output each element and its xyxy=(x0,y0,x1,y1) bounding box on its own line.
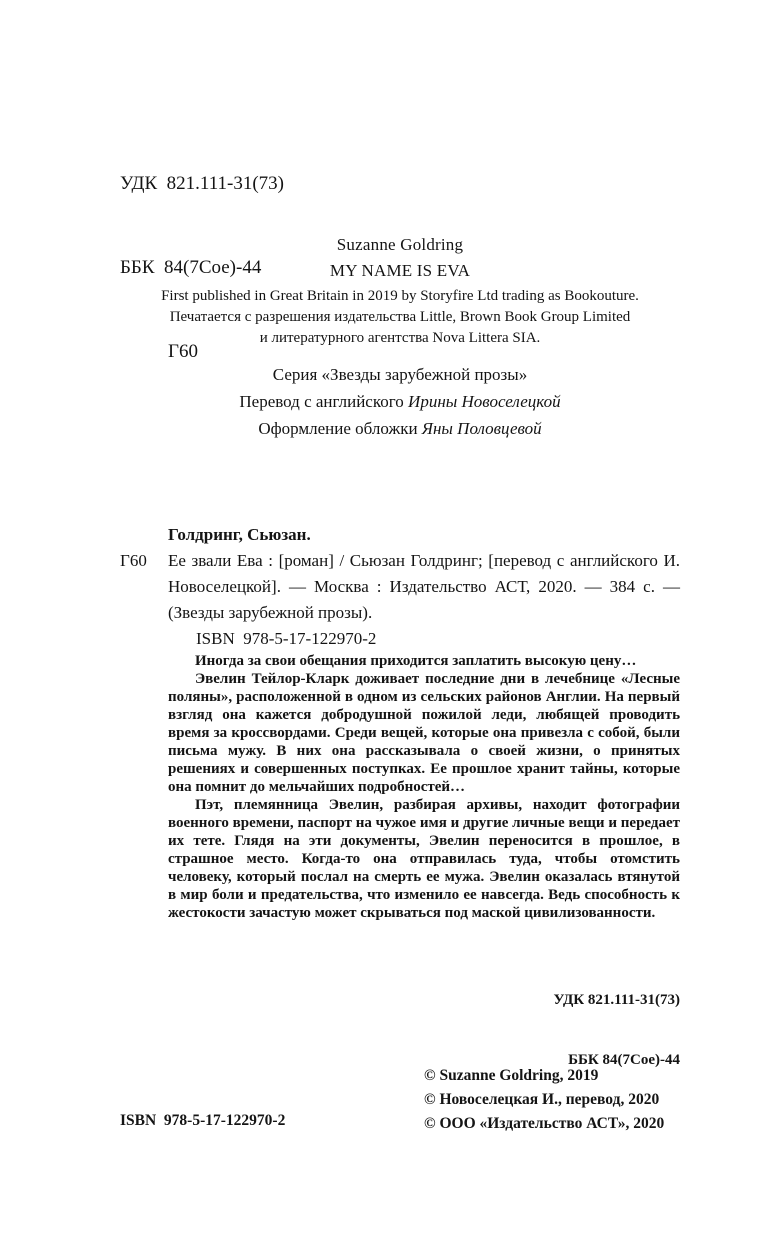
copyright-translator: © Новоселецкая И., перевод, 2020 xyxy=(424,1091,660,1108)
bib-description: Ее звали Ева : [роман] / Сьюзан Голдринг; [перевод с английского И. Новоселецкой]. — Москва : Издательство АСТ, 2020. — 384 с. — (Звезды зарубежной прозы). xyxy=(168,551,680,622)
original-title: MY NAME IS EVA xyxy=(329,261,471,280)
bottom-bbk-code: ББК 84(7Сое)-44 xyxy=(568,1052,680,1068)
copyright-block xyxy=(424,1064,664,1136)
udk-code: УДК 821.111-31(73) xyxy=(120,173,284,194)
bib-margin-code: Г60 xyxy=(120,551,147,570)
bib-isbn: ISBN 978-5-17-122970-2 xyxy=(196,629,377,648)
translator-prefix: Перевод с английского xyxy=(239,392,409,411)
series-name: Серия «Звезды зарубежной прозы» xyxy=(272,365,528,384)
bbk-code: ББК 84(7Сое)-44 xyxy=(120,257,262,278)
original-author: Suzanne Goldring xyxy=(336,235,464,254)
cover-prefix: Оформление обложки xyxy=(258,419,422,438)
original-title-block xyxy=(80,232,720,284)
copyright-publisher: © ООО «Издательство АСТ», 2020 xyxy=(424,1115,665,1132)
annotation-paragraph: Пэт, племянница Эвелин, разбирая архивы, находит фотографии военного времени, паспорт на чужое имя и другие личные вещи и передает их тете. Глядя на эти документы, Эвелин переносится в прошлое, в страшное место. Когда-то она отправилась туда, чтобы отомстить человеку, который послал на смерть ее мужа. Эвелин оказалась втянутой в мир боли и предательства, что изменило ее навсегда. Ведь способность к жестокости зачастую может скрываться под маской цивилизованности. xyxy=(168,797,680,921)
cover-designer-name: Яны Половцевой xyxy=(421,419,542,438)
publisher-rights-note xyxy=(80,286,720,349)
author-sign-code: Г60 xyxy=(168,341,198,362)
cover-line xyxy=(80,415,720,442)
bibliographic-record xyxy=(120,522,680,652)
rights-note-line2: Печатается с разрешения издательства Little, Brown Book Group Limited xyxy=(169,309,631,325)
bottom-udk-code: УДК 821.111-31(73) xyxy=(553,992,680,1008)
annotation-paragraph: Эвелин Тейлор-Кларк доживает последние дни в лечебнице «Лесные поляны», расположенной в одном из сельских районов Англии. На первый взгляд она кажется добродушной пожилой леди, любящей проводить время за кроссвордами. Среди вещей, которые она привезла с собой, были письма мужу. В них она рассказывала о своей жизни, о принятых решениях и совершенных поступках. Ее прошлое хранит тайны, которые она помнит до мельчайших подробностей… xyxy=(168,671,680,795)
bib-author: Голдринг, Сьюзан. xyxy=(168,525,311,544)
annotation-paragraph: Иногда за свои обещания приходится заплатить высокую цену… xyxy=(195,653,637,669)
rights-note-line1: First published in Great Britain in 2019 by Storyfire Ltd trading as Bookouture. xyxy=(161,288,639,304)
isbn-bottom: ISBN 978-5-17-122970-2 xyxy=(120,1112,286,1129)
bib-text xyxy=(168,522,680,652)
copyright-author: © Suzanne Goldring, 2019 xyxy=(424,1067,599,1084)
annotation-block xyxy=(168,652,680,922)
translator-name: Ирины Новоселецкой xyxy=(408,392,561,411)
rights-note-line3: и литературного агентства Nova Littera SIA. xyxy=(259,330,541,346)
series-block xyxy=(80,361,720,442)
translator-line xyxy=(80,388,720,415)
